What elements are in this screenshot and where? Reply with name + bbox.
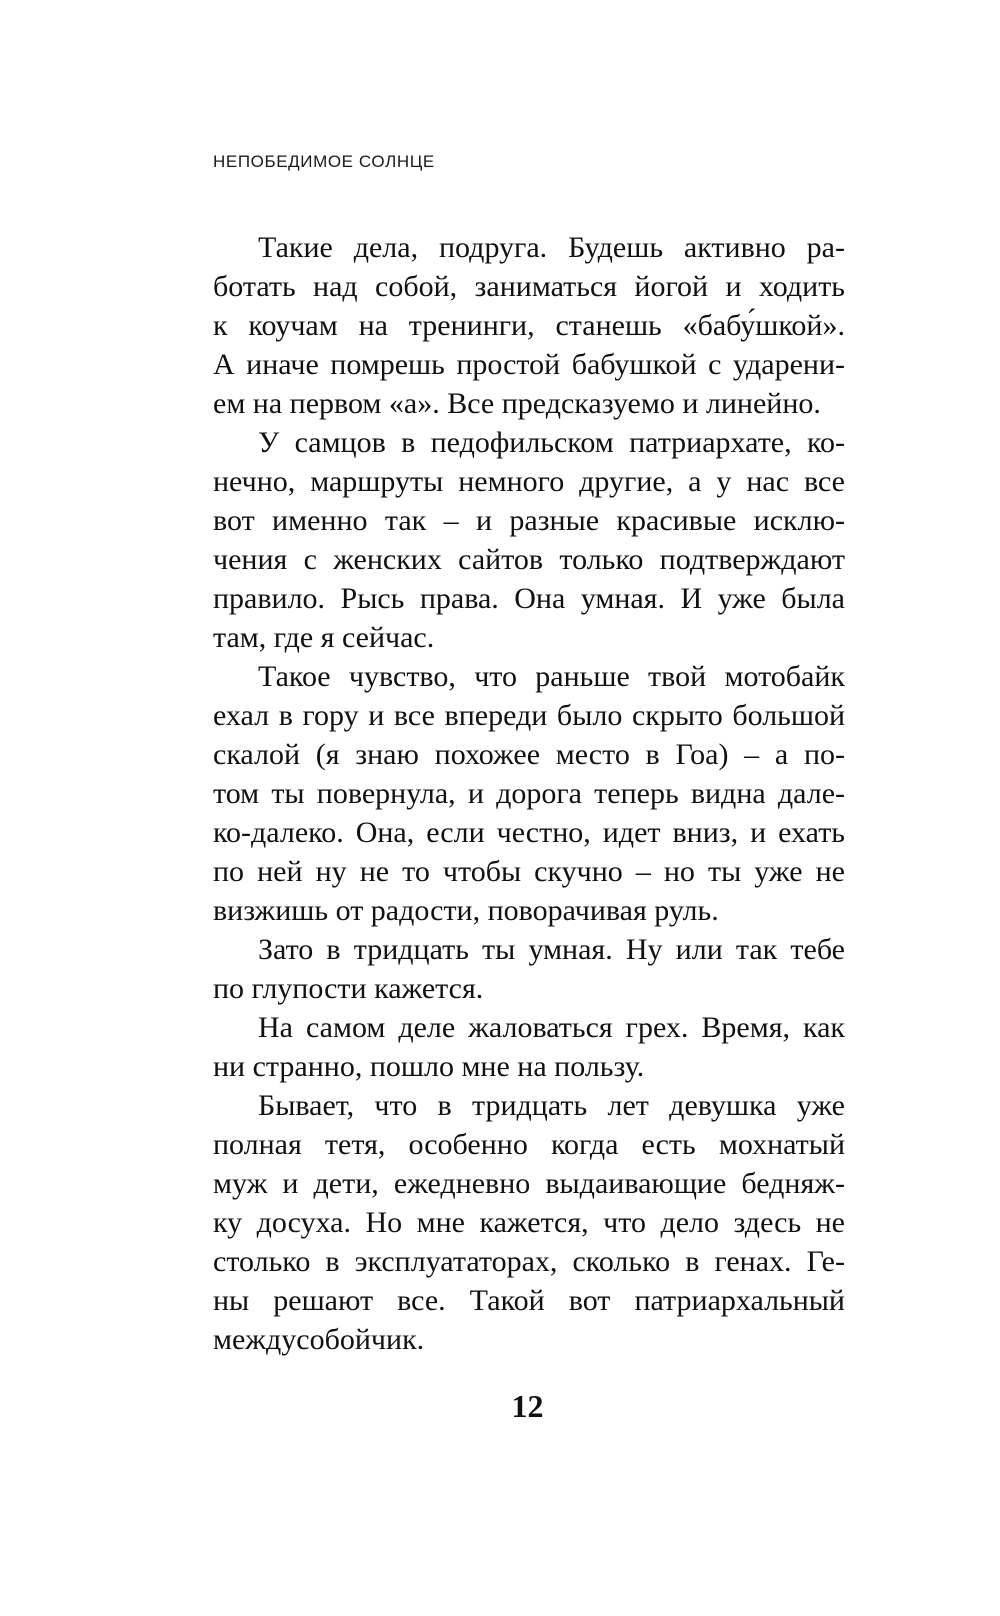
text-line: Бывает, что в тридцать лет девушка уже bbox=[258, 1089, 845, 1122]
text-line: к коучам на тренинги, станешь «бабу́шкой». bbox=[213, 309, 845, 342]
text-line: Зато в тридцать ты умная. Ну или так тебе bbox=[258, 933, 845, 966]
running-header: НЕПОБЕДИМОЕ СОЛНЦЕ bbox=[213, 152, 435, 171]
text-line: муж и дети, ежедневно выдаивающие бедняж- bbox=[213, 1167, 845, 1200]
text-line: полная тетя, особенно когда есть мохнатый bbox=[213, 1128, 845, 1161]
text-line: Такие дела, подруга. Будешь активно ра- bbox=[258, 231, 845, 264]
text-line: А иначе помрешь простой бабушкой с ударени- bbox=[213, 348, 845, 381]
text-line: ны решают все. Такой вот патриархальный bbox=[213, 1284, 845, 1317]
paragraph bbox=[213, 1086, 845, 1359]
text-line: чения с женских сайтов только подтверждают bbox=[213, 543, 845, 576]
text-line: нечно, маршруты немного другие, а у нас все bbox=[213, 465, 845, 498]
text-line: На самом деле жаловаться грех. Время, как bbox=[258, 1011, 845, 1044]
body-text bbox=[213, 228, 845, 1359]
paragraph bbox=[213, 423, 845, 657]
paragraph bbox=[213, 228, 845, 423]
text-line: визжишь от радости, поворачивая руль. bbox=[213, 894, 719, 927]
text-line: вот именно так – и разные красивые исклю- bbox=[213, 504, 845, 537]
text-line: столько в эксплуататорах, сколько в генах. Ге- bbox=[213, 1245, 845, 1278]
page-number: 12 bbox=[511, 1388, 544, 1424]
paragraph bbox=[213, 1008, 845, 1086]
text-line: там, где я сейчас. bbox=[213, 621, 435, 654]
text-line: У самцов в педофильском патриархате, ко- bbox=[258, 426, 845, 459]
text-line: по ней ну не то чтобы скучно – но ты уже не bbox=[213, 855, 845, 888]
text-line: ко-далеко. Она, если честно, идет вниз, и ехать bbox=[213, 816, 845, 849]
text-line: ехал в гору и все впереди было скрыто большой bbox=[213, 699, 845, 732]
paragraph bbox=[213, 657, 845, 930]
text-line: междусобойчик. bbox=[213, 1323, 425, 1356]
text-line: ни странно, пошло мне на пользу. bbox=[213, 1050, 645, 1083]
text-line: том ты повернула, и дорога теперь видна дале- bbox=[213, 777, 845, 810]
text-line: правило. Рысь права. Она умная. И уже была bbox=[213, 582, 845, 615]
text-line: Такое чувство, что раньше твой мотобайк bbox=[258, 660, 845, 693]
text-line: ку досуха. Но мне кажется, что дело здесь не bbox=[213, 1206, 845, 1239]
paragraph bbox=[213, 930, 845, 1008]
text-line: ем на первом «а». Все предсказуемо и линейно. bbox=[213, 387, 821, 420]
text-line: скалой (я знаю похожее место в Гоа) – а по- bbox=[213, 738, 845, 771]
text-line: по глупости кажется. bbox=[213, 972, 484, 1005]
text-line: ботать над собой, заниматься йогой и ходить bbox=[213, 270, 845, 303]
